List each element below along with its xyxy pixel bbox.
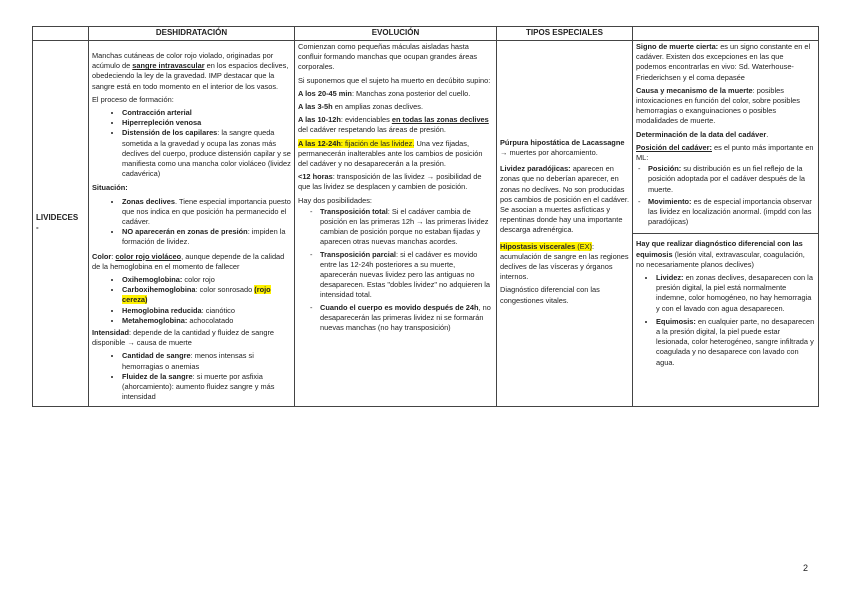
list-item: • NO aparecerán en zonas de presión: impiden la formación de lividez. xyxy=(122,227,291,247)
notes-cell xyxy=(633,41,819,407)
formation-intro: El proceso de formación: xyxy=(92,94,174,104)
list-item: • Equimosis: en cualquier parte, no desaparecen a la presión digital, la piel puede estar lesionada, color heterogéneo, sangre infiltrada y coagulada y no desaparece con lavado con agua. xyxy=(656,317,815,368)
color-paragraph: Color: color rojo violáceo, aunque depende de la calidad de la hemoglobina en el momento de fallecer xyxy=(92,251,285,271)
lividez-row xyxy=(33,41,819,407)
possibilities-list xyxy=(298,207,493,333)
header-empty xyxy=(33,27,89,41)
list-item: • Hemoglobina reducida: cianótico xyxy=(122,306,291,316)
posicion-list xyxy=(636,164,815,227)
lividez-table xyxy=(32,26,819,407)
signo-muerte-cierta: Signo de muerte cierta: es un signo constante en el cadáver. Existen dos excepciones en las que podemos encontrarlas en vivo: Sd. Waterhouse-Friederichsen y el coma depasée xyxy=(636,42,811,82)
equimosis-comparison-list xyxy=(636,273,815,368)
lividez-paradojicas: Lividez paradójicas: aparecen en zonas que no deberían aparecer, en zonas no declives. No son producidas pos cambios de posición en el cadáver. Se asocian a muertes asfícticas y repentinas donde hay una importante descarga adrenérgica. xyxy=(500,164,630,235)
header-deshidratacion: DESHIDRATACIÓN xyxy=(89,27,295,41)
hipostasis-viscerales: Hipostasis viscerales (EX): acumulación de sangre en las regiones declives de las vísceras y órganos internos. xyxy=(500,241,629,282)
evolucion-intro: Comienzan como pequeñas máculas aisladas hasta confluir formando manchas que ocupan grandes áreas corporales. xyxy=(298,42,478,72)
purpura-lacassagne: Púrpura hipostática de Lacassagne → muertes por ahorcamiento. xyxy=(500,137,625,157)
color-list xyxy=(92,275,291,326)
diagnostico-diferencial-note: Diagnóstico diferencial con las congestiones vitales. xyxy=(500,285,600,305)
list-item: - Transposición parcial: si el cadáver es movido entre las 12-24h posteriores a su muerte, aparecerán nuevas lividez pero las antiguas no desaparecen. Estas "dobles lividez" no adquieren la intensidad total. xyxy=(310,250,493,301)
situacion-heading: Situación: xyxy=(92,183,128,193)
intensidad-paragraph: Intensidad: depende de la cantidad y fluidez de sangre disponible → causa de muerte xyxy=(92,328,275,348)
row-label-sub: - xyxy=(36,223,39,233)
list-item: • Metahemoglobina: achocolatado xyxy=(122,316,291,326)
list-item: • Lividez: en zonas declives, desaparecen con la presión digital, la piel está normalmente indemne, color homogéneo, no hay hemorragia y con el lavado con agua desaparecen. xyxy=(656,273,815,314)
stage-12-24h: A las 12-24h: fijación de las lividez. Una vez fijadas, permanecerán inalterables ante los cambios de posición del cadáver y no desaparecerán a la presión. xyxy=(298,138,483,169)
list-item: • Fluidez de la sangre: si muerte por asfixia (ahorcamiento): aumento fluidez sangre y más intensidad xyxy=(122,372,291,403)
list-item: - Posición: su distribución es un fiel reflejo de la posición adoptada por el cadáver después de la muerte. xyxy=(638,164,815,195)
list-item: • Distensión de los capilares: la sangre queda sometida a la gravedad y ocupa las zonas más declives del cuerpo, produce distensión capilar y se manifiesta como una mancha color violáceo (lividez cadavérica) xyxy=(122,128,291,179)
row-label-cell xyxy=(33,41,89,407)
list-item: • Hiperrepleción venosa xyxy=(122,118,291,128)
row-label: LIVIDECES xyxy=(36,213,79,223)
list-item: • Contracción arterial xyxy=(122,108,291,118)
supine-intro: Si suponemos que el sujeto ha muerto en decúbito supino: xyxy=(298,75,491,85)
stage-3-5h: A las 3-5h en amplias zonas declives. xyxy=(298,102,424,112)
possibilities-intro: Hay dos posibilidades: xyxy=(298,195,372,205)
intensidad-list xyxy=(92,351,291,402)
stage-20-45min: A los 20-45 min: Manchas zona posterior del cuello. xyxy=(298,88,471,98)
posicion-cadaver: Posición del cadáver: es el punto más importante en ML: xyxy=(636,142,814,163)
stage-under-12h: <12 horas: transposición de las lividez → posibilidad de que las lividez se desplacen y cambien de posición. xyxy=(298,172,482,192)
header-evolucion: EVOLUCIÓN xyxy=(295,27,497,41)
list-item: • Oxihemoglobina: color rojo xyxy=(122,275,291,285)
header-tipos-especiales: TIPOS ESPECIALES xyxy=(497,27,633,41)
notes-bottom-section xyxy=(633,234,818,371)
formation-list xyxy=(92,108,291,179)
situacion-list xyxy=(92,197,291,248)
header-row xyxy=(33,27,819,41)
deshidratacion-cell xyxy=(89,41,295,407)
diagnostico-diferencial-heading: Hay que realizar diagnóstico diferencial con las equimosis (lesión vital, extravascular, coagulación, no necesariamente planos declives) xyxy=(636,239,805,269)
list-item: • Carboxihemoglobina: color sonrosado (rojo cereza) xyxy=(122,285,291,305)
header-notes xyxy=(633,27,819,41)
stage-10-12h: A las 10-12h: evidenciables en todas las zonas declives del cadáver respetando las áreas de presión. xyxy=(298,115,489,135)
list-item: - Transposición total: Si el cadáver cambia de posición en las primeras 12h → las primeras lividez cambian de posición porque no estaban fijadas y aparecen otras nuevas manchas acordes. xyxy=(310,207,493,248)
list-item: • Zonas declives. Tiene especial importancia puesto que nos indica en que posición ha permanecido el cadáver. xyxy=(122,197,291,228)
evolucion-cell xyxy=(295,41,497,407)
tipos-especiales-cell xyxy=(497,41,633,407)
page-number: 2 xyxy=(803,563,809,573)
definition: Manchas cutáneas de color rojo violado, originadas por acúmulo de sangre intravascular en los espacios declives, obedeciendo la ley de la gravedad. IMP destacar que la sangre está en todo momento en el interior de los vasos. xyxy=(92,51,289,91)
list-item: - Movimiento: es de especial importancia observar las lividez en localización anormal. (impdd con las paradójicas) xyxy=(638,197,815,228)
list-item: - Cuando el cuerpo es movido después de 24h, no desaparecerán las primeras lividez ni se formarán nuevas manchas (no hay transposición) xyxy=(310,303,493,334)
data-cadaver: Determinación de la data del cadáver. xyxy=(636,129,769,139)
causa-mecanismo: Causa y mecanismo de la muerte: posibles intoxicaciones en función del color, sobre posibles hemorragias o exanguinaciones o posibles modalidades de muerte. xyxy=(636,85,800,126)
list-item: • Cantidad de sangre: menos intensas si hemorragias o anemias xyxy=(122,351,291,371)
notes-top-section xyxy=(633,41,818,234)
